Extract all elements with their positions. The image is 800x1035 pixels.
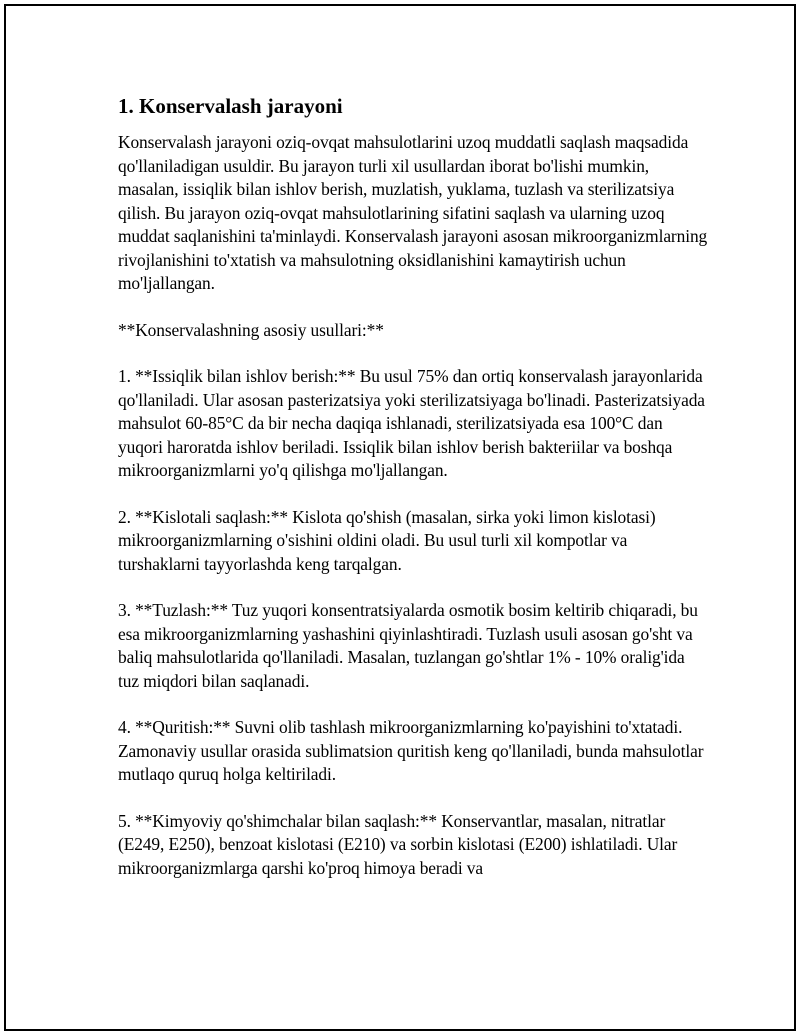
section-heading: 1. Konservalash jarayoni [118, 94, 343, 118]
method-drying: 4. **Quritish:** Suvni olib tashlash mikroorganizmlarning ko'payishini to'xtatadi. Zamonaviy usullar orasida sublimatsion quritish keng qo'llaniladi, bunda mahsulotlar mutlaqo quruq holga keltiriladi. [118, 717, 704, 784]
method-acid-preservation: 2. **Kislotali saqlash:** Kislota qo'shish (masalan, sirka yoki limon kislotasi) mikroorganizmlarning o'sishini oldini oladi. Bu usul turli xil kompotlar va turshaklarni tayyorlashda keng tarqalgan. [118, 506, 656, 574]
method-salting: 3. **Tuzlash:** Tuz yuqori konsentratsiyalarda osmotik bosim keltirib chiqaradi, bu esa mikroorganizmlarning yashashini qiyinlashtiradi. Tuzlash usuli asosan go'sht va baliq mahsulotlarida qo'llaniladi. Masalan, tuzlangan go'shtlar 1% - 10% oralig'ida tuz miqdori bilan saqlanadi. [118, 600, 698, 691]
intro-paragraph: Konservalash jarayoni oziq-ovqat mahsulotlarini uzoq muddatli saqlash maqsadida qo'llaniladigan usuldir. Bu jarayon turli xil usullardan iborat bo'lishi mumkin, masalan, issiqlik bilan ishlov berish, muzlatish, yuklama, tuzlash va sterilizatsiya qilish. Bu jarayon oziq-ovqat mahsulotlarining sifatini saqlash va ularning uzoq muddat saqlanishini ta'minlaydi. Konservalash jarayoni asosan mikroorganizmlarning rivojlanishini to'xtatish va mahsulotning oksidlanishini kamaytirish uchun mo'ljallangan. [118, 132, 708, 293]
method-chemical-additives: 5. **Kimyoviy qo'shimchalar bilan saqlash:** Konservantlar, masalan, nitratlar (E249, E250), benzoat kislotasi (E210) va sorbin kislotasi (E200) ishlatiladi. Ular mikroorganizmlarga qarshi ko'proq himoya beradi va [118, 810, 678, 878]
method-heat-treatment: 1. **Issiqlik bilan ishlov berish:** Bu usul 75% dan ortiq konservalash jarayonlarida qo'llaniladi. Ular asosan pasterizatsiya yoki sterilizatsiyaga bo'linadi. Pasterizatsiyada mahsulot 60-85°C da bir necha daqiqa ishlanadi, sterilizatsiyada esa 100°C dan yuqori haroratda ishlov beriladi. Issiqlik bilan ishlov berish bakteriilar va boshqa mikroorganizmlarni yo'q qilishga mo'ljallangan. [118, 366, 705, 480]
methods-subheading: **Konservalashning asosiy usullari:** [118, 319, 384, 340]
document-body [118, 92, 708, 903]
